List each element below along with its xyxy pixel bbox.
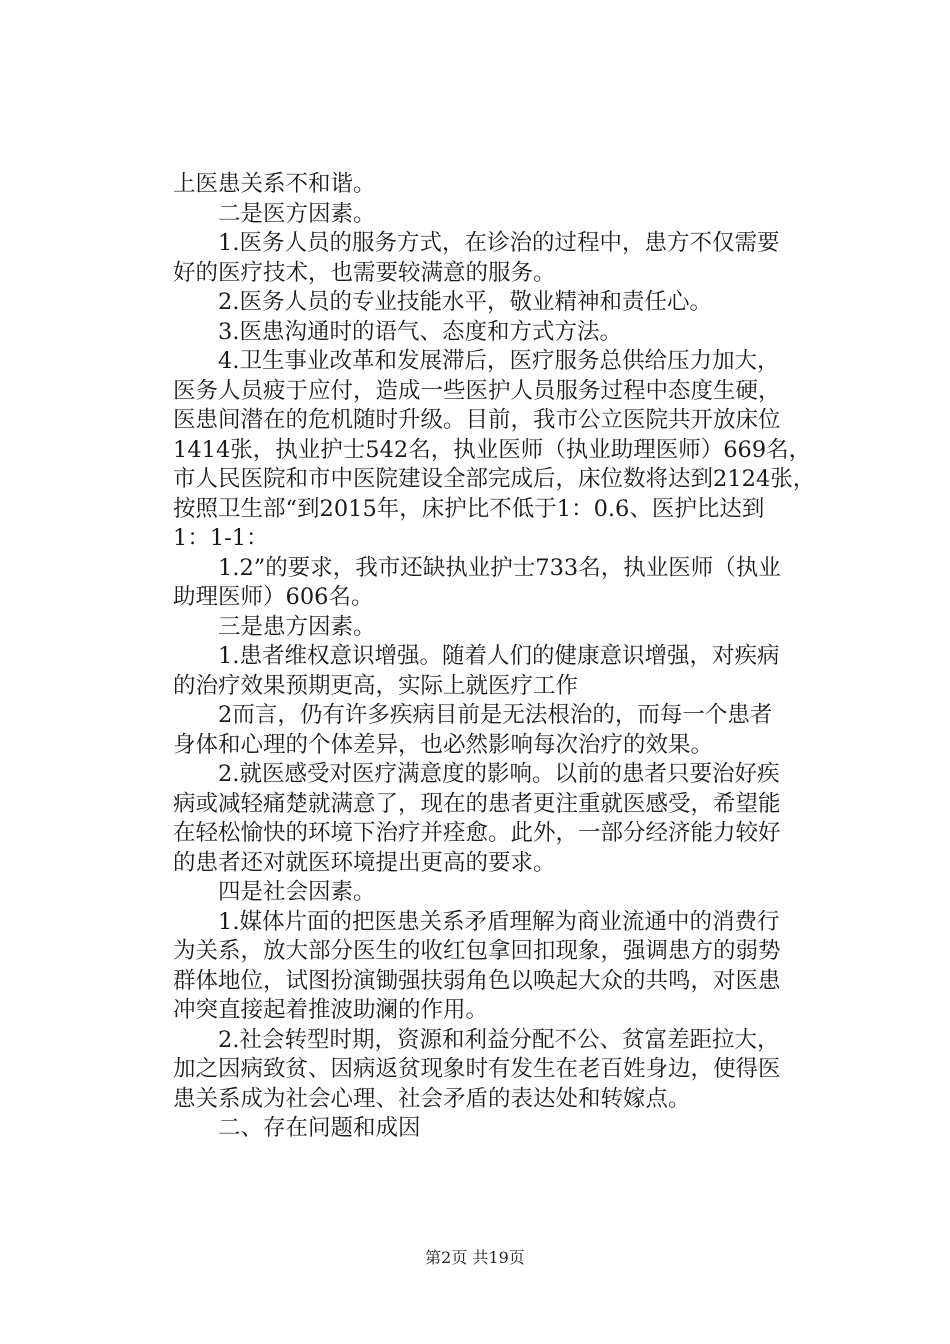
text-line: 上医患关系不和谐。 [173, 171, 376, 197]
text-line: 1.媒体片面的把医患关系矛盾理解为商业流通中的消费行 [218, 908, 780, 935]
text-line: 冲突直接起着推波助澜的作用。 [173, 997, 489, 1023]
text-line: 市人民医院和市中医院建设全部完成后，床位数将达到2124张， [173, 466, 816, 492]
text-line: 2.医务人员的专业技能水平，敬业精神和责任心。 [218, 289, 712, 315]
text-line: 3.医患沟通时的语气、态度和方式方法。 [218, 318, 622, 345]
text-line: 二、存在问题和成因 [218, 1115, 421, 1141]
page-footer: 第2页 共19页 [425, 1248, 525, 1267]
text-line: 病或减轻痛楚就满意了，现在的患者更注重就医感受，希望能 [173, 790, 781, 817]
text-line: 群体地位，试图扮演锄强扶弱角色以唤起大众的共鸣，对医患 [173, 967, 781, 994]
text-line: 医务人员疲于应付，造成一些医护人员服务过程中态度生硬， [173, 377, 781, 404]
text-line: 好的医疗技术，也需要较满意的服务。 [173, 259, 556, 286]
text-line: 按照卫生部“到2015年，床护比不低于1：0.6、医护比达到 [173, 495, 765, 522]
text-line: 三是患方因素。 [218, 613, 376, 640]
text-line: 4.卫生事业改革和发展滞后，医疗服务总供给压力加大， [218, 348, 780, 374]
text-line: 2.社会转型时期，资源和利益分配不公、贫富差距拉大， [218, 1026, 780, 1053]
text-line: 的患者还对就医环境提出更高的要求。 [173, 849, 556, 876]
text-line: 1414张，执业护士542名，执业医师（执业助理医师）669名， [173, 436, 812, 463]
text-line: 2而言，仍有许多疾病目前是无法根治的，而每一个患者 [218, 702, 773, 728]
document-body [173, 170, 853, 1144]
text-line: 患关系成为社会心理、社会矛盾的表达处和转嫁点。 [173, 1085, 691, 1112]
text-line: 1.2”的要求，我市还缺执业护士733名，执业医师（执业 [218, 554, 781, 581]
text-line: 1：1-1： [173, 525, 269, 551]
text-line: 助理医师）606名。 [173, 584, 374, 610]
text-line: 2.就医感受对医疗满意度的影响。以前的患者只要治好疾 [218, 761, 780, 787]
text-line: 四是社会因素。 [218, 879, 376, 905]
text-line: 在轻松愉快的环境下治疗并痊愈。此外，一部分经济能力较好 [173, 820, 781, 846]
text-line: 加之因病致贫、因病返贫现象时有发生在老百姓身边，使得医 [173, 1056, 781, 1082]
text-line: 为关系，放大部分医生的收红包拿回扣现象，强调患方的弱势 [173, 938, 781, 964]
text-line: 1.医务人员的服务方式，在诊治的过程中，患方不仅需要 [218, 230, 780, 256]
text-line: 身体和心理的个体差异，也必然影响每次治疗的效果。 [173, 731, 714, 758]
text-line: 医患间潜在的危机随时升级。目前，我市公立医院共开放床位 [173, 407, 781, 433]
text-line: 1.患者维权意识增强。随着人们的健康意识增强，对疾病 [218, 643, 780, 669]
text-line: 的治疗效果预期更高，实际上就医疗工作 [173, 672, 579, 699]
text-line: 二是医方因素。 [218, 200, 376, 227]
